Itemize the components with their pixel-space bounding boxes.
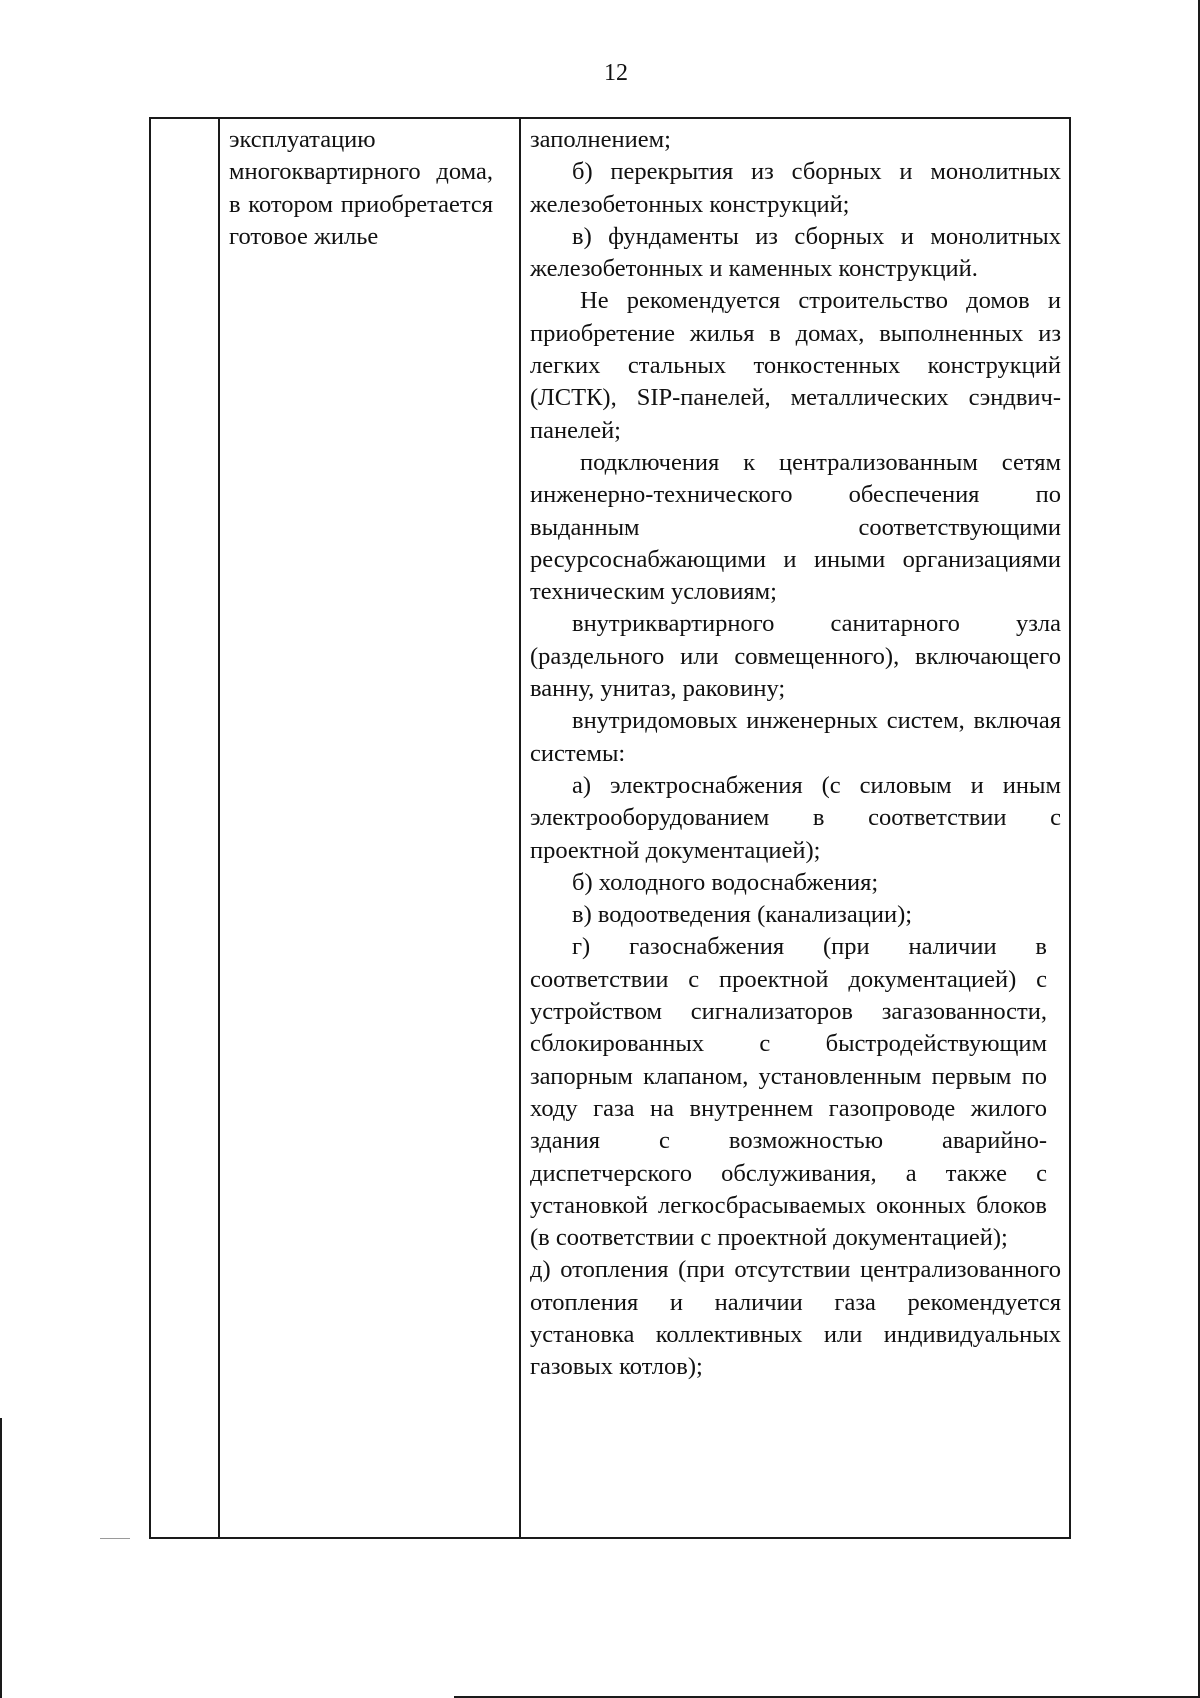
requirement-paragraph: г) газоснабжения (при наличии в соответствии с проектной документацией) с устройством сигнализаторов загазованности, сблокированных с быстродействующим запорным клапаном, установленным первым по ходу газа на внутреннем газопроводе жилого здания с возможностью аварийно-диспетчерского обслуживания, а также с установкой легкосбрасываемых оконных блоков (в соответствии с проектной документацией);: [530, 933, 1047, 1252]
requirement-paragraph: Не рекомендуется строительство домов и приобретение жилья в домах, выполненных из легких стальных тонкостенных конструкций (ЛСТК), SIP-панелей, металлических сэндвич-панелей;: [530, 287, 1061, 444]
requirement-paragraph: в) фундаменты из сборных и монолитных железобетонных и каменных конструкций.: [530, 222, 1061, 283]
requirement-paragraph: заполнением;: [530, 126, 671, 153]
scan-mark: [100, 1538, 130, 1539]
column-divider: [218, 119, 220, 1537]
scan-edge-left: [0, 1418, 2, 1698]
requirement-paragraph: в) водоотведения (канализации);: [572, 901, 913, 929]
table-cell-requirements: [530, 124, 1061, 1384]
requirement-paragraph: б) перекрытия из сборных и монолитных железобетонных конструкций;: [530, 158, 1061, 218]
requirement-paragraph: д) отопления (при отсутствии централизованного отопления и наличии газа рекомендуется установка коллективных или индивидуальных газовых котлов);: [530, 1256, 1061, 1381]
requirement-paragraph: а) электроснабжения (с силовым и иным электрооборудованием в соответствии с проектной документацией);: [530, 771, 1061, 864]
requirement-paragraph: подключения к централизованным сетям инженерно-технического обеспечения по выданным соответствующими ресурсоснабжающими и иными организациями техническим условиям;: [530, 448, 1061, 606]
column-divider: [519, 119, 521, 1537]
requirement-paragraph: б) холодного водоснабжения;: [572, 868, 879, 896]
table-cell-object-description: эксплуатацию многоквартирного дома, в котором приобретается готовое жилье: [229, 126, 493, 250]
requirement-paragraph: внутриквартирного санитарного узла (раздельного или совмещенного), включающего ванну, унитаз, раковину;: [530, 610, 1061, 703]
page-number: 12: [604, 60, 628, 86]
requirement-paragraph: внутридомовых инженерных систем, включая системы:: [530, 707, 1061, 767]
